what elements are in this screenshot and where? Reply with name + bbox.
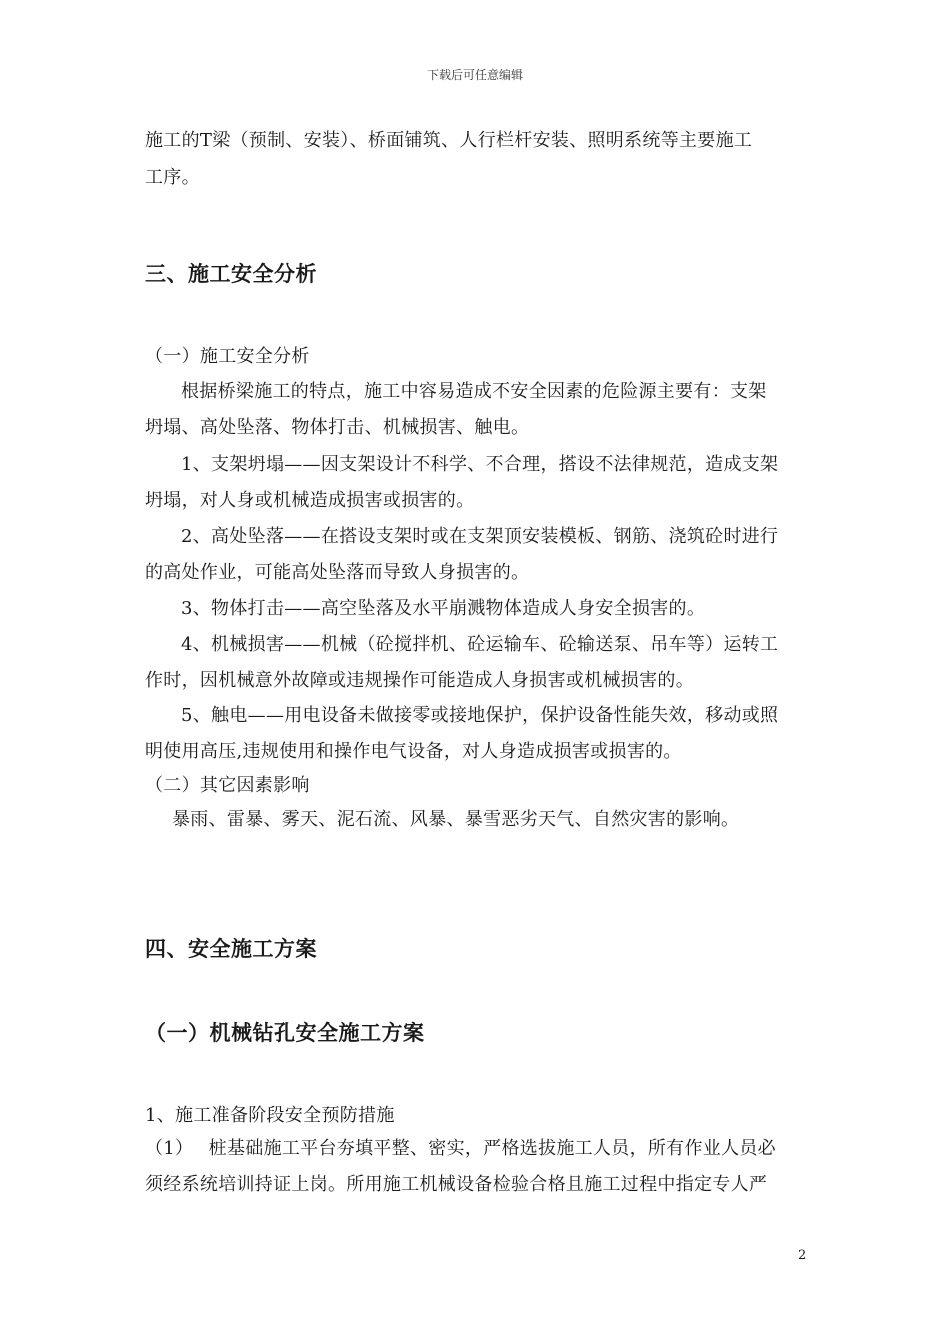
list-item-line: 作时，因机械意外故障或违规操作可能造成人身损害或机械损害的。: [145, 670, 694, 691]
step-1-title: 1、施工准备阶段安全预防措施: [145, 1105, 395, 1126]
list-item-line: 的高处作业，可能高处坠落而导致人身损害的。: [145, 562, 530, 583]
paragraph-line: 须经系统培训持证上岗。所用施工机械设备检验合格且施工过程中指定专人严: [145, 1174, 768, 1195]
paragraph-line: 根据桥梁施工的特点，施工中容易造成不安全因素的危险源主要有：支架: [181, 381, 767, 402]
list-item-line: 4、机械损害——机械（砼搅拌机、砼运输车、砼输送泵、吊车等）运转工: [181, 634, 779, 655]
intro-line-2: 工序。: [145, 167, 200, 188]
list-item-line: 2、高处坠落——在搭设支架时或在支架顶安装模板、钢筋、浇筑砼时进行: [181, 526, 779, 547]
section-3-sub2-title: （二）其它因素影响: [145, 775, 310, 796]
list-item-line: 明使用高压,违规使用和操作电气设备，对人身造成损害或损害的。: [145, 741, 682, 762]
section-4-title: 四、安全施工方案: [145, 937, 317, 961]
list-item-line: 3、物体打击——高空坠落及水平崩溅物体造成人身安全损害的。: [181, 598, 706, 619]
header-note: 下载后可任意编辑: [426, 68, 523, 82]
paragraph-line: 坍塌、高处坠落、物体打击、机械损害、触电。: [145, 417, 530, 438]
list-item-line: 5、触电——用电设备未做接零或接地保护，保护设备性能失效，移动或照: [181, 705, 779, 726]
section-3-sub1-title: （一）施工安全分析: [145, 346, 310, 367]
paragraph-line: （1） 桩基础施工平台夯填平整、密实，严格选拔施工人员，所有作业人员必: [145, 1138, 776, 1159]
paragraph-line: 暴雨、雷暴、雾天、泥石流、风暴、暴雪恶劣天气、自然灾害的影响。: [172, 809, 740, 830]
list-item-line: 1、支架坍塌——因支架设计不科学、不合理，搭设不法律规范，造成支架: [181, 454, 779, 475]
intro-line-1: 施工的T梁（预制、安装）、桥面铺筑、人行栏杆安装、照明系统等主要施工: [145, 130, 753, 151]
list-item-line: 坍塌，对人身或机械造成损害或损害的。: [145, 490, 475, 511]
section-3-title: 三、施工安全分析: [145, 262, 317, 286]
page-number: 2: [798, 1248, 807, 1263]
section-4-sub1-title: （一）机械钻孔安全施工方案: [145, 1021, 425, 1045]
